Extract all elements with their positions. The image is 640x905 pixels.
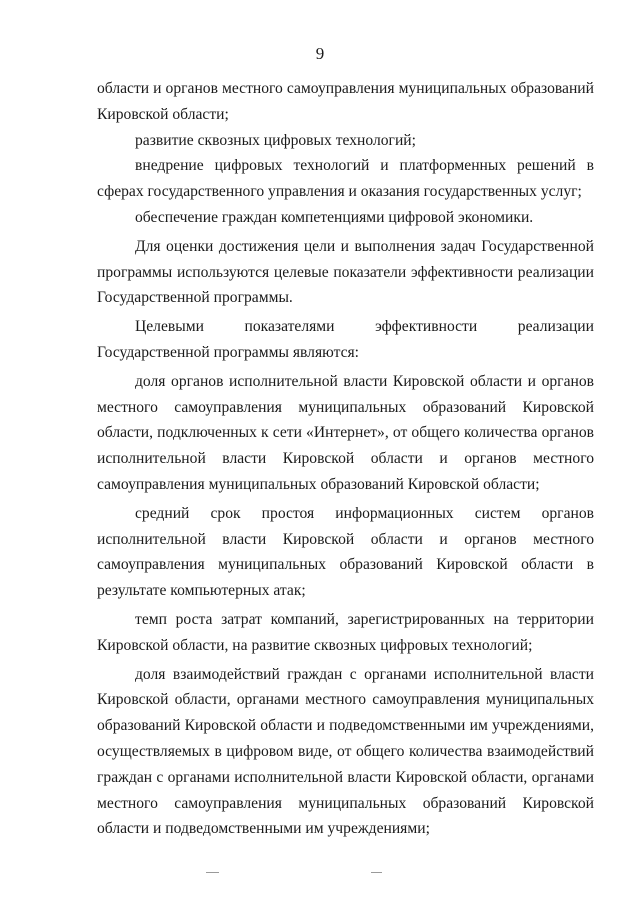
paragraph-list-item: обеспечение граждан компетенциями цифровой экономики. bbox=[135, 208, 534, 226]
paragraph-list-item: развитие сквозных цифровых технологий; bbox=[135, 131, 416, 149]
paragraph: Целевыми показателями эффективности реализации Государственной программы являются: bbox=[97, 318, 594, 361]
paragraph-list-item: внедрение цифровых технологий и платформенных решений в сферах государственного управления и оказания государственных услуг; bbox=[97, 157, 594, 201]
document-body bbox=[97, 76, 594, 842]
paragraph-list-item: доля органов исполнительной власти Кировской области и органов местного самоуправления муниципальных образований Кировской области, подключенных к сети «Интернет», от общего количества органов исполнительной власти Кировской области и органов местного самоуправления муниципальных образований Кировской области; bbox=[97, 372, 594, 493]
scan-artifact bbox=[371, 872, 382, 873]
paragraph-list-item: темп роста затрат компаний, зарегистрированных на территории Кировской области, на развитие сквозных цифровых технологий; bbox=[97, 610, 594, 654]
paragraph: Для оценки достижения цели и выполнения задач Государственной программы используются целевые показатели эффективности реализации Государственной программы. bbox=[97, 237, 594, 307]
scan-artifact bbox=[206, 872, 219, 873]
page-number: 9 bbox=[315, 44, 325, 63]
paragraph-list-item: средний срок простоя информационных систем органов исполнительной власти Кировской области и органов местного самоуправления муниципальных образований Кировской области в результате компьютерных атак; bbox=[97, 504, 594, 600]
paragraph-continuation: области и органов местного самоуправления муниципальных образований Кировской области; bbox=[97, 80, 594, 123]
paragraph-list-item: доля взаимодействий граждан с органами исполнительной власти Кировской области, органами местного самоуправления муниципальных образований Кировской области и подведомственными им учреждениями, осуществляемых в цифровом виде, от общего количества взаимодействий граждан с органами исполнительной власти Кировской области, органами местного самоуправления муниципальных образований Кировской области и подведомственными им учреждениями; bbox=[97, 665, 594, 838]
